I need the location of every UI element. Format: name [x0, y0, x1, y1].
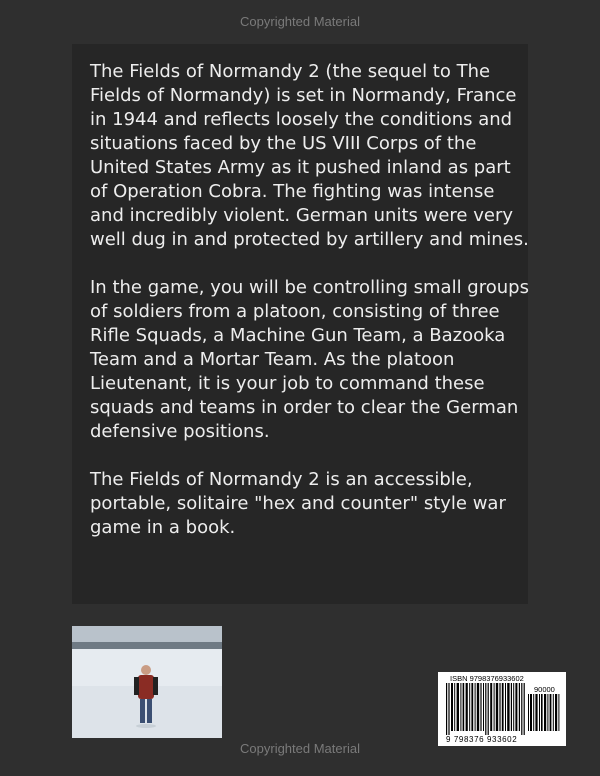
person-shadow	[136, 724, 156, 728]
person-arm-left	[134, 677, 139, 695]
price-code: 90000	[534, 685, 555, 694]
person-jacket	[138, 675, 154, 699]
person-arm-right	[153, 677, 158, 695]
barcode-digits: 9 798376 933602	[446, 735, 518, 744]
person-head	[141, 665, 151, 675]
person-legs-right	[147, 699, 152, 723]
isbn-label: ISBN 9798376933602	[450, 674, 524, 683]
blurb-paragraph-2: In the game, you will be controlling small groups of soldiers from a platoon, consisting of three Rifle Squads, a Machine Gun Team, a Bazooka Team and a Mortar Team. As the platoon Lieutenant, it is your job to command these squads and teams in order to clear the German defensive positions.	[90, 277, 529, 442]
copyright-watermark-top: Copyrighted Material	[240, 14, 360, 29]
back-cover-blurb	[90, 60, 530, 564]
blurb-paragraph-3: The Fields of Normandy 2 is an accessible, portable, solitaire "hex and counter" style war game in a book.	[90, 469, 506, 538]
photo-horizon	[72, 642, 222, 650]
photo-sky	[72, 626, 222, 644]
blurb-paragraph-1: The Fields of Normandy 2 (the sequel to The Fields of Normandy) is set in Normandy, France in 1944 and reflects loosely the conditions and situations faced by the US VIII Corps of the United States Army as it pushed inland as part of Operation Cobra. The fighting was intense and incredibly violent. German units were very well dug in and protected by artillery and mines.	[90, 61, 529, 250]
person-legs-left	[140, 699, 145, 723]
isbn-barcode	[438, 672, 566, 746]
copyright-watermark-bottom: Copyrighted Material	[240, 741, 360, 756]
author-photo	[72, 626, 222, 738]
